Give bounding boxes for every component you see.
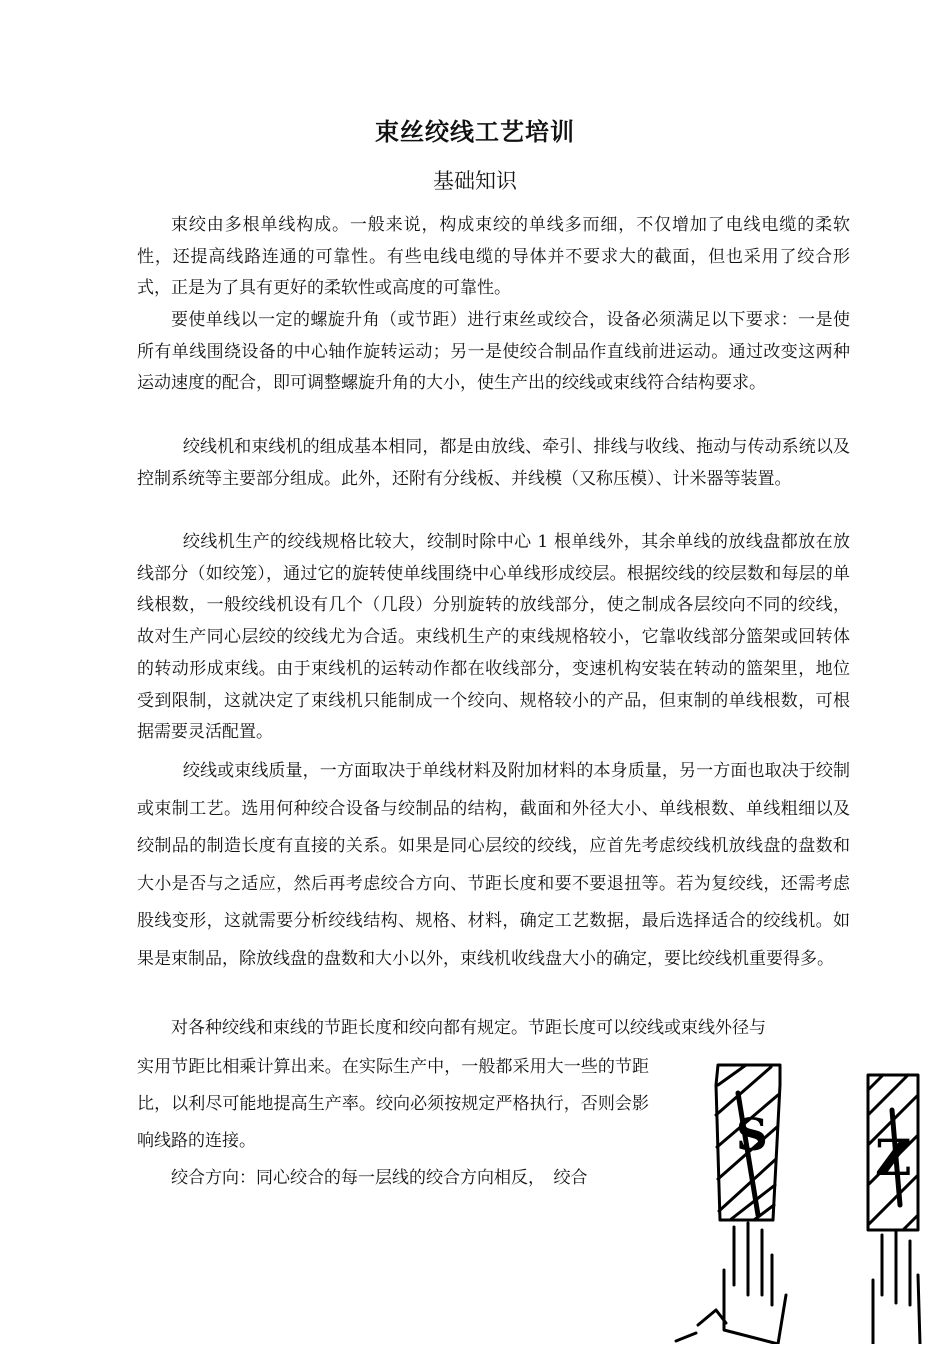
- paragraph-6: 对各种绞线和束线的节距长度和绞向都有规定。节距长度可以绞线或束线外径与: [171, 1018, 766, 1038]
- paragraph-3: 绞线机和束线机的组成基本相同，都是由放线、牵引、排线与收线、拖动与传动系统以及控制系统等主要部分组成。此外，还附有分线板、并线模（又称压模）、计米器等装置。: [137, 437, 850, 489]
- z-label: Z: [875, 1128, 912, 1187]
- paragraph-8: 绞合方向：同心绞合的每一层线的绞合方向相反， 绞合: [171, 1168, 588, 1188]
- document-title: 束丝绞线工艺培训: [375, 118, 575, 146]
- z-twist-cable-drawing: [868, 1075, 920, 1344]
- paragraph-2: 要使单线以一定的螺旋升角（或节距）进行束丝或绞合，设备必须满足以下要求：一是使所有单线围绕设备的中心轴作旋转运动；另一是使绞合制品作直线前进运动。通过改变这两种运动速度的配合，即可调整螺旋升角的大小，使生产出的绞线或束线符合结构要求。: [137, 310, 850, 393]
- paragraph-5: 绞线或束线质量，一方面取决于单线材料及附加材料的本身质量，另一方面也取决于绞制或束制工艺。选用何种绞合设备与绞制品的结构，截面和外径大小、单线根数、单线粗细以及绞制品的制造长度有直接的关系。如果是同心层绞的绞线，应首先考虑绞线机放线盘的盘数和大小是否与之适应，然后再考虑绞合方向、节距长度和要不要退扭等。若为复绞线，还需考虑股线变形，这就需要分析绞线结构、规格、材料，确定工艺数据，最后选择适合的绞线机。如果是束制品，除放线盘的盘数和大小以外，束线机收线盘大小的确定，要比绞线机重要得多。: [137, 761, 850, 969]
- paragraph-4: 绞线机生产的绞线规格比较大，绞制时除中心 1 根单线外，其余单线的放线盘都放在放线部分（如绞笼），通过它的旋转使单线围绕中心单线形成绞层。根据绞线的绞层数和每层的单线根数，一般绞线机设有几个（几段）分别旋转的放线部分，使之制成各层绞向不同的绞线，故对生产同心层绞的绞线尤为合适。束线机生产的束线规格较小，它靠收线部分篮架或回转体的转动形成束线。由于束线机的运转动作都在收线部分，变速机构安装在转动的篮架里，地位受到限制，这就决定了束线机只能制成一个绞向、规格较小的产品，但束制的单线根数，可根据需要灵活配置。: [137, 532, 850, 743]
- s-label: S: [736, 1110, 768, 1161]
- s-twist-cable-drawing: [676, 1065, 786, 1344]
- hand-rule-drawing: [668, 1055, 950, 1344]
- twist-direction-figure: [668, 1055, 950, 1344]
- paragraph-7: 实用节距比相乘计算出来。在实际生产中，一般都采用大一些的节距比，以利尽可能地提高生产率。绞向必须按规定严格执行，否则会影响线路的连接。: [137, 1057, 649, 1151]
- paragraph-1: 束绞由多根单线构成。一般来说，构成束绞的单线多而细，不仅增加了电线电缆的柔软性，还提高线路连通的可靠性。有些电线电缆的导体并不要求大的截面，但也采用了绞合形式，正是为了具有更好的柔软性或高度的可靠性。: [137, 215, 850, 298]
- section-heading: 基础知识: [433, 169, 517, 193]
